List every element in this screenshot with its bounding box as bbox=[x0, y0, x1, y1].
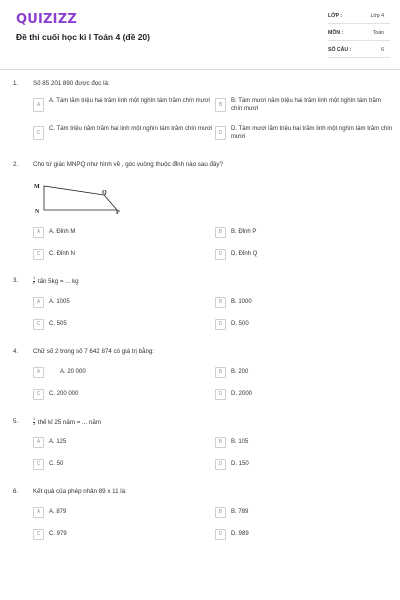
option-text: D. Tám mươi lăm triệu hai trăm linh một nghìn tám trăm chín mươi bbox=[231, 126, 393, 140]
q4-option-d[interactable] bbox=[215, 389, 393, 402]
question-number: 1. bbox=[13, 80, 19, 87]
quadrilateral-figure bbox=[34, 180, 134, 218]
question-number: 5. bbox=[13, 418, 19, 425]
q3-option-a[interactable] bbox=[33, 297, 213, 310]
meta-subject-value: Toán bbox=[372, 30, 384, 36]
question-number: 6. bbox=[13, 488, 19, 495]
q2-option-d[interactable] bbox=[215, 249, 393, 262]
option-text: C. Đỉnh N bbox=[49, 251, 76, 257]
option-text: C. 50 bbox=[49, 461, 64, 467]
option-text: B. Đỉnh P bbox=[231, 229, 257, 235]
option-text: B. 1000 bbox=[231, 299, 252, 305]
fraction-denominator: 2 bbox=[33, 421, 36, 426]
option-letter-box: B bbox=[215, 297, 226, 308]
question-text-body: thế kỉ 25 năm = ... năm bbox=[37, 418, 101, 426]
option-letter-box: B bbox=[215, 367, 226, 378]
meta-count-label: SỐ CÂU : bbox=[328, 47, 352, 53]
quadrilateral-svg bbox=[34, 180, 134, 218]
meta-subject-label: MÔN : bbox=[328, 30, 344, 36]
q2-option-b[interactable] bbox=[215, 227, 393, 240]
question-number: 4. bbox=[13, 348, 19, 355]
q1-option-b[interactable] bbox=[215, 96, 393, 116]
q1-option-c[interactable] bbox=[33, 124, 213, 144]
vertex-label-m: M bbox=[34, 184, 40, 190]
q6-option-d[interactable] bbox=[215, 529, 393, 542]
option-text: D. 500 bbox=[231, 321, 249, 327]
question-text: Số 85 201 890 được đọc là: bbox=[33, 80, 110, 87]
q5-option-c[interactable] bbox=[33, 459, 213, 472]
option-text: D. 989 bbox=[231, 531, 249, 537]
option-letter-box: C bbox=[33, 459, 44, 470]
question-text: Chữ số 2 trong số 7 642 874 có giá trị bằng: bbox=[33, 348, 155, 355]
q3-option-b[interactable] bbox=[215, 297, 393, 310]
option-letter-box: D bbox=[215, 459, 226, 470]
vertex-label-p: P bbox=[116, 210, 120, 216]
q3-option-d[interactable] bbox=[215, 319, 393, 332]
fraction-denominator: 2 bbox=[33, 280, 36, 285]
option-letter-box: D bbox=[215, 249, 226, 260]
option-letter-box: B bbox=[215, 98, 226, 112]
question-text-body: tấn 5kg = ... kg bbox=[37, 277, 79, 285]
option-letter-box: D bbox=[215, 319, 226, 330]
option-text: A. 20 000 bbox=[60, 369, 86, 375]
question-text: Kết quả của phép nhân 89 x 11 là: bbox=[33, 488, 127, 495]
q6-option-a[interactable] bbox=[33, 507, 213, 520]
option-letter-box: C bbox=[33, 389, 44, 400]
q6-option-c[interactable] bbox=[33, 529, 213, 542]
option-letter-box: C bbox=[33, 319, 44, 330]
fraction bbox=[33, 418, 35, 427]
option-text: B. 200 bbox=[231, 369, 249, 375]
question-text: Cho tứ giác MNPQ như hình vẽ , góc vuông thuộc đỉnh nào sau đây? bbox=[33, 161, 223, 168]
meta-subject bbox=[328, 27, 390, 41]
fraction-numerator: 1 bbox=[33, 417, 36, 421]
meta-grade-label: LỚP : bbox=[328, 13, 343, 19]
q1-option-d[interactable] bbox=[215, 124, 393, 144]
q5-option-d[interactable] bbox=[215, 459, 393, 472]
option-text: A. 1005 bbox=[49, 299, 70, 305]
option-text: B. Tám mươi năm triệu hai trăm linh một nghìn tám trăm chín mươi bbox=[231, 98, 381, 112]
option-letter-box: D bbox=[215, 389, 226, 400]
option-text: C. 979 bbox=[49, 531, 67, 537]
option-letter-box: A bbox=[33, 98, 44, 112]
question-number: 3. bbox=[13, 277, 19, 284]
option-text: C. 200 000 bbox=[49, 391, 79, 397]
q5-option-a[interactable] bbox=[33, 437, 213, 450]
option-text: D. 2000 bbox=[231, 391, 253, 397]
meta-grade-value: Lớp 4 bbox=[370, 13, 384, 19]
option-text: A. Tám lăm triệu hai trăm linh một nghìn tám trăm chín mươi bbox=[49, 98, 210, 104]
vertex-label-n: N bbox=[35, 209, 40, 215]
quizizz-logo: QUIZIZZ bbox=[16, 12, 77, 27]
option-letter-box: C bbox=[33, 529, 44, 540]
fraction-numerator: 1 bbox=[33, 276, 36, 280]
option-letter-box: A bbox=[33, 367, 44, 378]
option-text: C. Tám triệu năm trăm hai linh một nghìn tám trăm chín mươi bbox=[49, 126, 213, 132]
option-text: D. Đỉnh Q bbox=[231, 251, 258, 257]
option-letter-box: C bbox=[33, 249, 44, 260]
question-number: 2. bbox=[13, 161, 19, 168]
vertex-label-q: Q bbox=[102, 190, 107, 196]
meta-count-value: 6 bbox=[381, 47, 384, 53]
q4-option-a[interactable] bbox=[33, 367, 213, 380]
fraction bbox=[33, 277, 35, 286]
worksheet-title: Đề thi cuối học kì I Toán 4 (đề 20) bbox=[16, 32, 150, 42]
option-letter-box: B bbox=[215, 227, 226, 238]
option-text: A. Đỉnh M bbox=[49, 229, 76, 235]
option-letter-box: A bbox=[33, 507, 44, 518]
question-text bbox=[33, 418, 101, 427]
q5-option-b[interactable] bbox=[215, 437, 393, 450]
q4-option-b[interactable] bbox=[215, 367, 393, 380]
option-text: A. 879 bbox=[49, 509, 67, 515]
q1-option-a[interactable] bbox=[33, 96, 213, 116]
q2-option-a[interactable] bbox=[33, 227, 213, 240]
q2-option-c[interactable] bbox=[33, 249, 213, 262]
option-text: C. 505 bbox=[49, 321, 67, 327]
option-letter-box: D bbox=[215, 126, 226, 140]
meta-grade bbox=[328, 10, 390, 24]
q4-option-c[interactable] bbox=[33, 389, 213, 402]
worksheet-meta bbox=[328, 10, 390, 61]
q3-option-c[interactable] bbox=[33, 319, 213, 332]
option-text: A. 125 bbox=[49, 439, 67, 445]
question-text bbox=[33, 277, 79, 286]
worksheet-header bbox=[0, 0, 400, 70]
option-letter-box: A bbox=[33, 297, 44, 308]
option-letter-box: A bbox=[33, 437, 44, 448]
option-text: B. 789 bbox=[231, 509, 249, 515]
option-letter-box: B bbox=[215, 507, 226, 518]
meta-count bbox=[328, 44, 390, 58]
option-letter-box: A bbox=[33, 227, 44, 238]
q6-option-b[interactable] bbox=[215, 507, 393, 520]
option-letter-box: C bbox=[33, 126, 44, 140]
option-text: B. 105 bbox=[231, 439, 249, 445]
option-text: D. 150 bbox=[231, 461, 249, 467]
option-letter-box: D bbox=[215, 529, 226, 540]
option-letter-box: B bbox=[215, 437, 226, 448]
